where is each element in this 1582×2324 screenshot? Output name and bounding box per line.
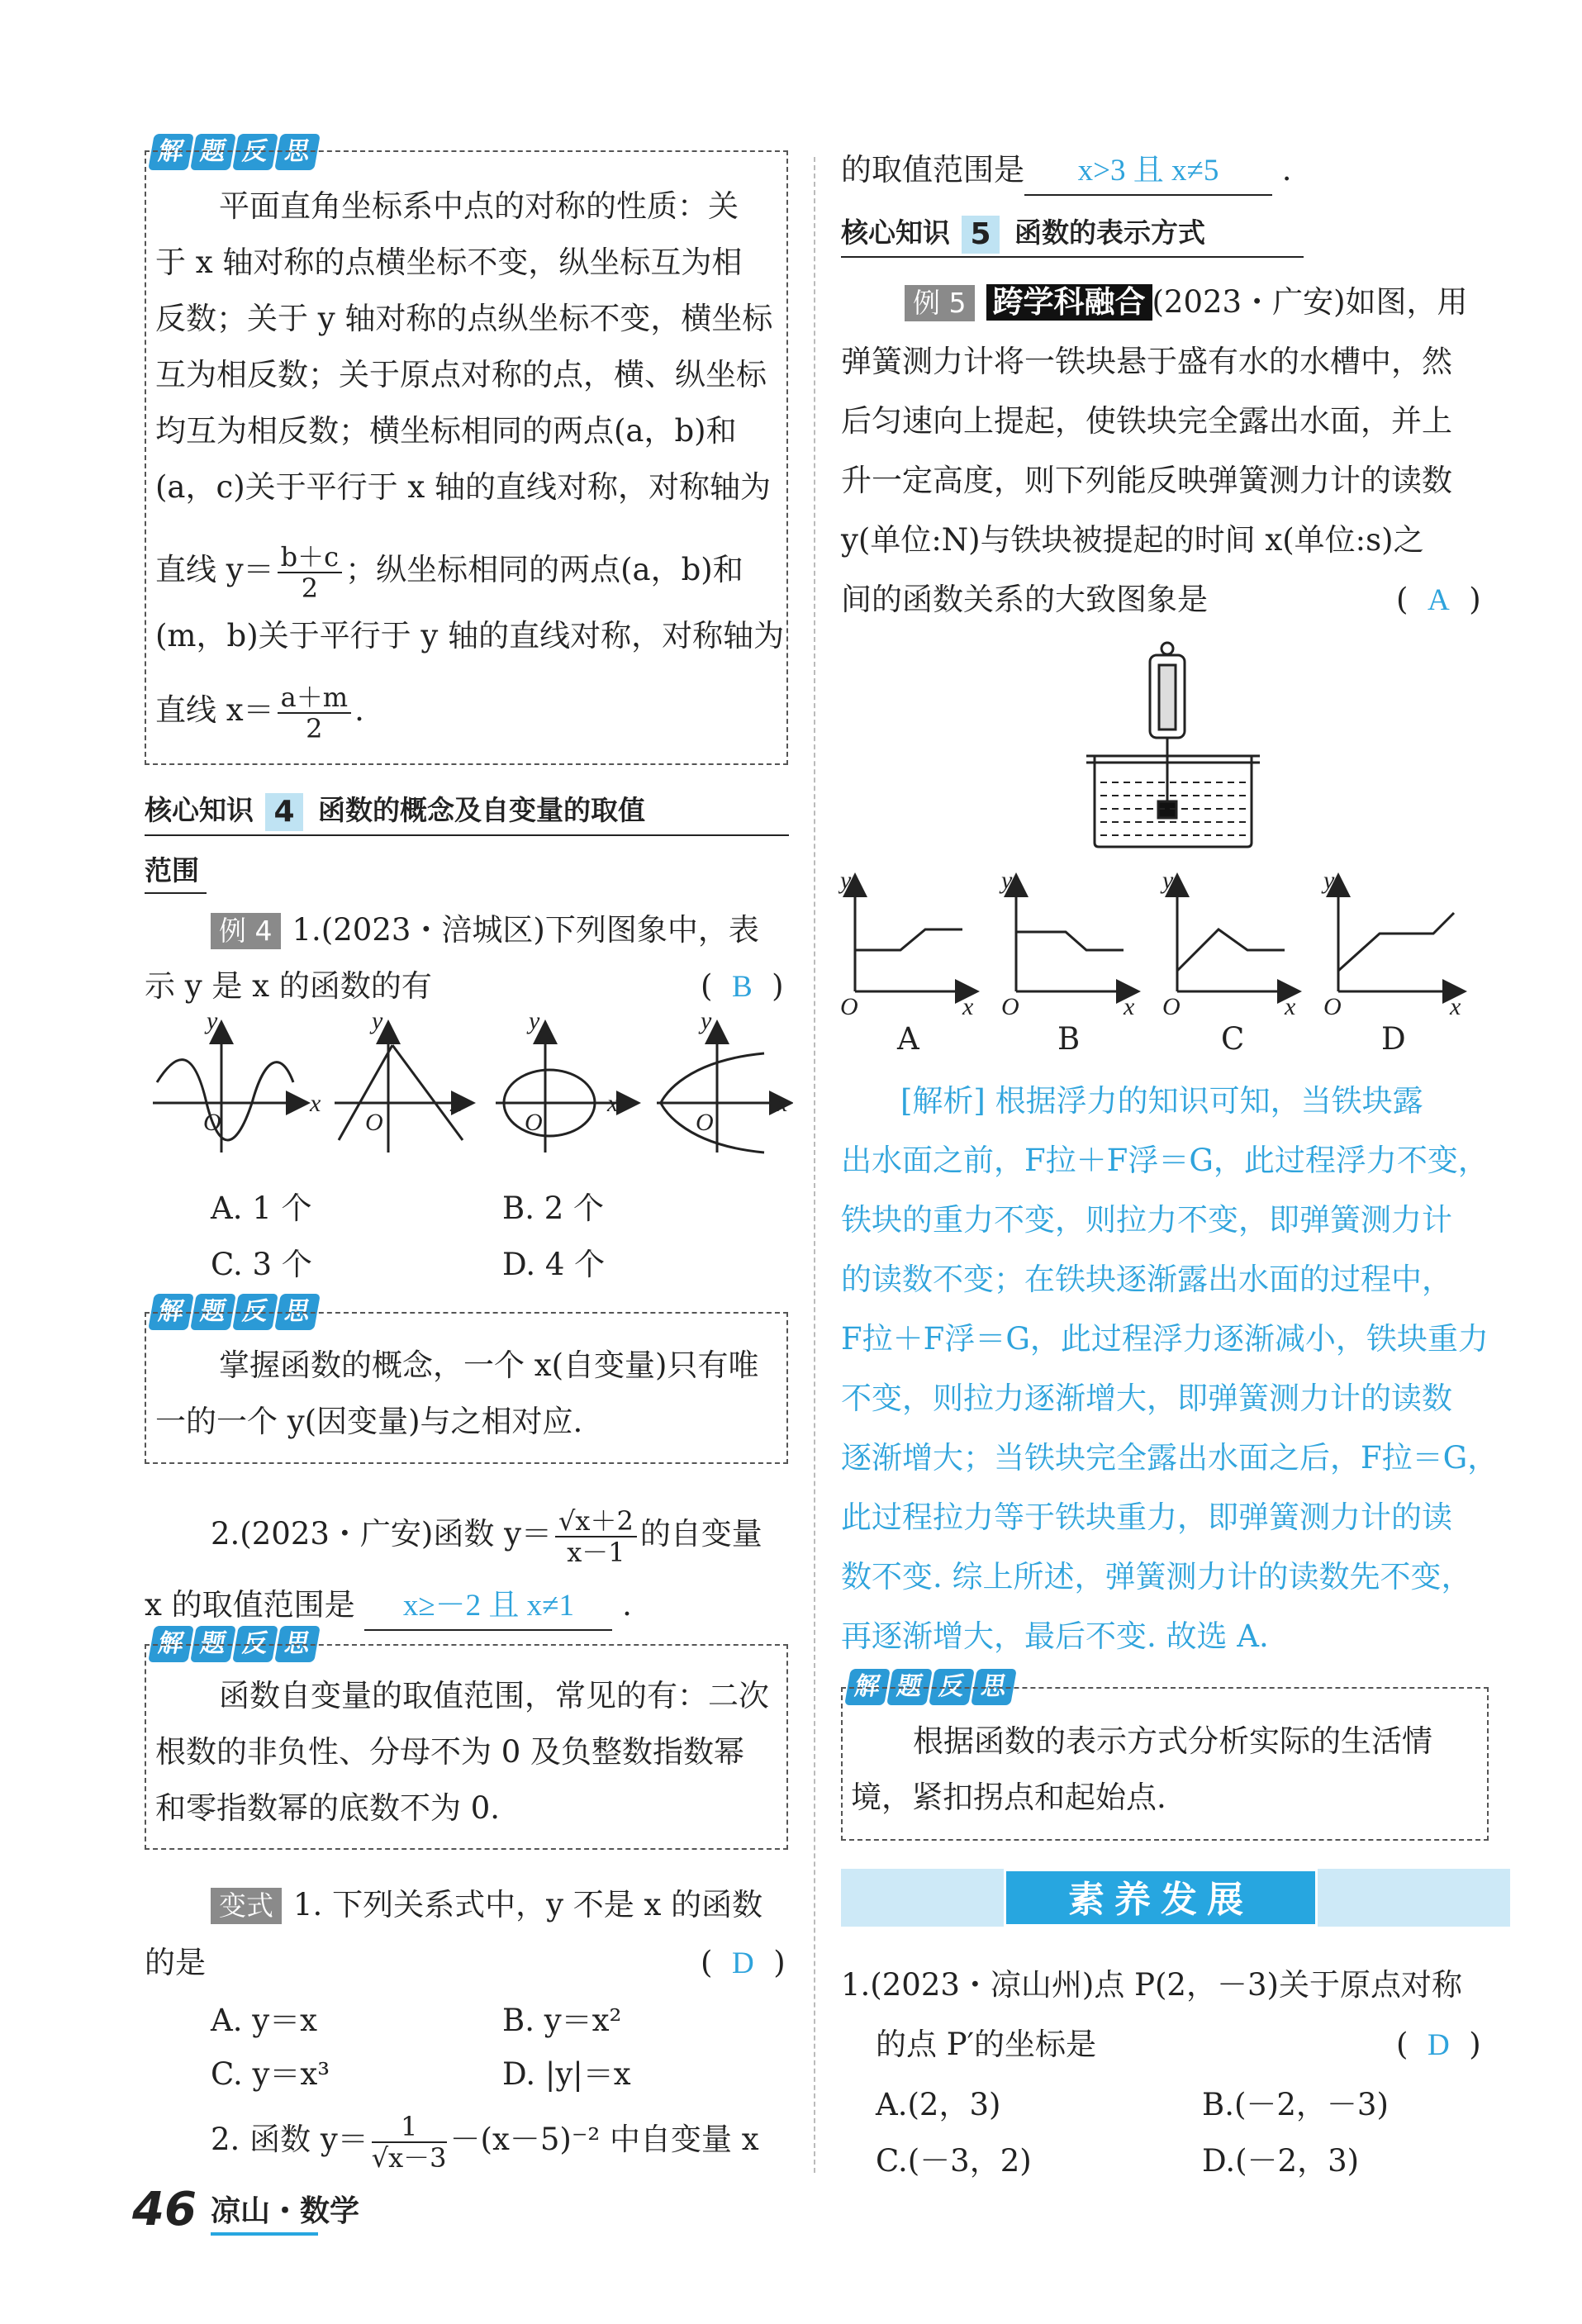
graph-label: C [1221, 1021, 1245, 1057]
reflection-1-line: 均互为相反数；横坐标相同的两点(a，b)和 [155, 413, 737, 449]
svg-text:y: y [1162, 867, 1174, 894]
example-5-answer: ( A ) [1396, 582, 1481, 617]
solution-line: 不变，则拉力逐渐增大，即弹簧测力计的读数 [841, 1381, 1452, 1416]
example-5-line: 后匀速向上提起，使铁块完全露出水面，并上 [841, 403, 1452, 439]
graph-b [1016, 877, 1136, 991]
example-5-line: 间的函数关系的大致图象是 [841, 582, 1208, 617]
option: C.(－3，2) [876, 2143, 1032, 2179]
svg-text:y: y [840, 867, 852, 894]
option: C. 3 个 [211, 1247, 312, 1282]
svg-text:x: x [962, 993, 974, 1020]
svg-text:x: x [1285, 993, 1296, 1020]
svg-text:x: x [777, 1090, 788, 1117]
reflection-tag-2: 解 题 反 思 [151, 1294, 317, 1330]
solution-line: 的读数不变；在铁块逐渐露出水面的过程中， [841, 1262, 1452, 1297]
variant-badge: 变式 [211, 1888, 282, 1924]
reflection-3-line: 和零指数幂的底数不为 0. [155, 1790, 501, 1826]
svg-text:O: O [696, 1109, 714, 1136]
example-badge: 例 4 [211, 913, 281, 949]
divider [841, 256, 1304, 258]
example-4-q1-line2: 示 y 是 x 的函数的有 [145, 968, 432, 1004]
variant-q1-answer: ( D ) [701, 1945, 786, 1980]
graph-abs-v [335, 1024, 471, 1152]
svg-text:y: y [529, 1016, 540, 1034]
svg-text:y: y [701, 1016, 712, 1034]
reflection-3-line: 函数自变量的取值范围，常见的有：二次 [219, 1678, 769, 1713]
variant-q1-line1: 变式 1. 下列关系式中，y 不是 x 的函数 [211, 1882, 762, 1928]
graph-label: B [1057, 1021, 1081, 1057]
core-knowledge-5-heading: 核心知识 5 函数的表示方式 [841, 213, 1205, 254]
example-badge: 例 5 [905, 285, 975, 321]
graph-d [1338, 877, 1462, 991]
svg-text:y: y [207, 1016, 218, 1034]
core-knowledge-4-heading: 核心知识 4 函数的概念及自变量的取值 [145, 791, 645, 831]
function-graphs-example-4 [149, 1016, 793, 1157]
example-4-q2-line2: x 的取值范围是 x≥－2 且 x≠1 . [145, 1582, 632, 1631]
column-divider [814, 157, 815, 2173]
svg-text:y: y [1323, 867, 1335, 894]
solution-label: [解析] [900, 1083, 986, 1119]
svg-text:y: y [1001, 867, 1013, 894]
solution-line: 铁块的重力不变，则拉力不变，即弹簧测力计 [841, 1202, 1452, 1238]
practice-q1-line1: 1.(2023・凉山州)点 P(2，－3)关于原点对称 [841, 1967, 1462, 2003]
svg-text:O: O [365, 1109, 383, 1136]
svg-text:O: O [203, 1109, 221, 1136]
solution-line: 此过程拉力等于铁块重力，即弹簧测力计的读 [841, 1499, 1452, 1535]
reflection-tag-1: 解 题 反 思 [151, 134, 317, 170]
svg-text:O: O [1162, 993, 1181, 1020]
example-4-q1-answer: ( B ) [701, 968, 784, 1004]
option: D.(－2，3) [1202, 2143, 1360, 2179]
example-5-line: 弹簧测力计将一铁块悬于盛有水的水槽中，然 [841, 344, 1452, 379]
example-4-q2-line1: 2.(2023・广安)函数 y＝ $\frac{√x+2}{x-1}$ 的自变量 [211, 1504, 762, 1568]
practice-q1-answer: ( D ) [1396, 2027, 1481, 2062]
interdisciplinary-tag: 跨学科融合 [986, 284, 1152, 321]
reading-graphs-example-5 [839, 867, 1499, 1041]
example-4-q1-line1: 例 4 1.(2023・涪城区)下列图象中，表 [211, 907, 759, 953]
option: A. 1 个 [211, 1191, 312, 1226]
divider [145, 834, 789, 836]
section-title: 素养发展 [1004, 1869, 1318, 1927]
solution-line: 再逐渐增大，最后不变. 故选 A. [841, 1618, 1269, 1654]
variant-q1-line2: 的是 [145, 1945, 206, 1980]
graph-parabola [657, 1024, 789, 1152]
reflection-4-line: 根据函数的表示方式分析实际的生活情 [913, 1723, 1432, 1759]
reflection-2-line: 掌握函数的概念，一个 x(自变量)只有唯 [219, 1347, 759, 1383]
svg-text:x: x [1124, 993, 1135, 1020]
svg-text:O: O [840, 993, 858, 1020]
reflection-3-line: 根数的非负性、分母不为 0 及负整数指数幂 [155, 1734, 745, 1770]
reflection-1-line: 平面直角坐标系中点的对称的性质：关 [219, 188, 739, 224]
svg-text:O: O [1323, 993, 1342, 1020]
option: B.(－2，－3) [1202, 2087, 1389, 2122]
graph-a [855, 877, 975, 991]
svg-text:x: x [310, 1090, 321, 1117]
svg-text:O: O [525, 1109, 543, 1136]
solution-line: 数不变. 综上所述，弹簧测力计的读数先不变， [841, 1559, 1472, 1594]
solution-line: F拉＋F浮＝G，此过程浮力逐渐减小，铁块重力 [841, 1321, 1489, 1357]
example-5-line: y(单位:N)与铁块被提起的时间 x(单位:s)之 [841, 522, 1424, 558]
option: A. y＝x [211, 2003, 318, 2038]
reflection-4-line: 境，紧扣拐点和起始点. [851, 1780, 1166, 1815]
reflection-1-line: 互为相反数；关于原点对称的点，横、纵坐标 [155, 357, 767, 392]
spring-scale-illustration [1082, 640, 1297, 855]
option: B. 2 个 [502, 1191, 605, 1226]
option: D. |y|＝x [502, 2056, 631, 2092]
reflection-tag-4: 解 题 反 思 [848, 1669, 1014, 1705]
svg-text:x: x [607, 1090, 619, 1117]
reflection-tag-3: 解 题 反 思 [151, 1626, 317, 1662]
option: D. 4 个 [502, 1247, 606, 1282]
reflection-1-line-9: 直线 x＝ $\frac{a+m}{2}$ . [155, 681, 364, 744]
graph-circle [496, 1024, 636, 1152]
solution-line: 出水面之前，F拉＋F浮＝G，此过程浮力不变， [841, 1143, 1489, 1178]
reflection-2-line: 一的一个 y(因变量)与之相对应. [155, 1404, 583, 1439]
option: C. y＝x³ [211, 2056, 330, 2092]
reflection-1-line: (m，b)关于平行于 y 轴的直线对称，对称轴为 [155, 618, 785, 653]
graph-c [1177, 877, 1297, 991]
option: A.(2，3) [876, 2087, 1001, 2122]
core-knowledge-4-heading-cont: 范围 [145, 854, 199, 886]
reflection-1-line: (a，c)关于平行于 x 轴的直线对称，对称轴为 [155, 469, 772, 505]
page-number: 46 [132, 2183, 197, 2236]
carryover-line: 的取值范围是 x>3 且 x≠5 . [841, 147, 1292, 196]
book-title: 凉山・数学 [211, 2194, 360, 2228]
graph-sine [153, 1024, 306, 1152]
reflection-1-line-7: 直线 y＝ $\frac{b+c}{2}$ ；纵坐标相同的两点(a，b)和 [155, 540, 743, 604]
svg-text:x: x [450, 1090, 462, 1117]
reflection-1-line: 反数；关于 y 轴对称的点纵坐标不变，横坐标 [155, 301, 773, 336]
variant-q2-line1: 2. 函数 y＝ $\frac{1}{√x-3}$ －(x－5)⁻² 中自变量 x [211, 2110, 759, 2174]
svg-text:y: y [372, 1016, 383, 1034]
solution-line1: [解析] 根据浮力的知识可知，当铁块露 [900, 1083, 1423, 1119]
example-5-line: 升一定高度，则下列能反映弹簧测力计的读数 [841, 463, 1452, 498]
svg-text:O: O [1001, 993, 1019, 1020]
reflection-1-line: 于 x 轴对称的点横坐标不变，纵坐标互为相 [155, 245, 743, 280]
divider [145, 892, 207, 894]
graph-label: A [897, 1021, 919, 1057]
footer-accent [211, 2232, 318, 2236]
option: B. y＝x² [502, 2003, 622, 2038]
graph-label: D [1381, 1021, 1406, 1057]
solution-line: 逐渐增大；当铁块完全露出水面之后，F拉＝G， [841, 1440, 1499, 1476]
practice-q1-line2: 的点 P′的坐标是 [876, 2027, 1097, 2062]
example-5-line1: 例 5 跨学科融合 (2023・广安)如图，用 [905, 279, 1468, 326]
svg-text:x: x [1450, 993, 1461, 1020]
